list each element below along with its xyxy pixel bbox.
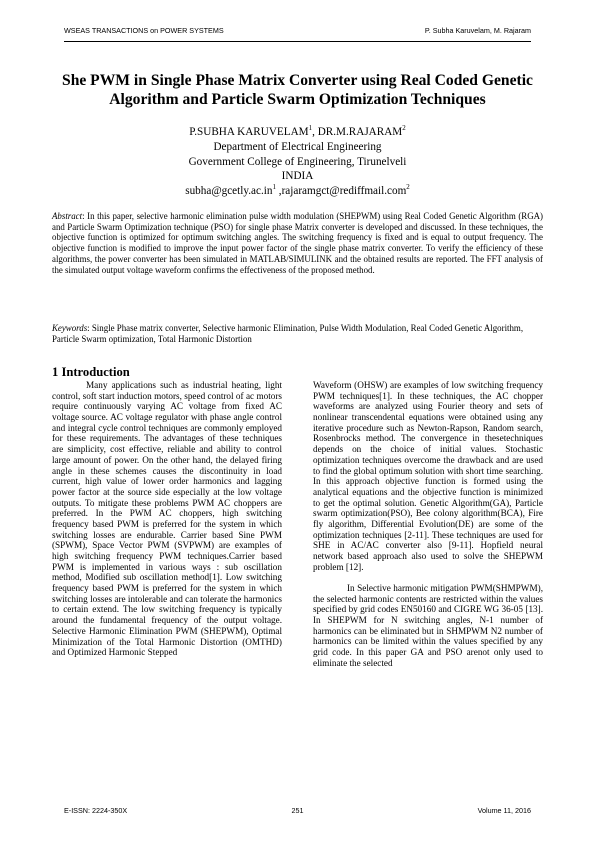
keywords-label: Keywords [52, 323, 88, 333]
title-line-1: She PWM in Single Phase Matrix Converter using Real Coded Genetic [62, 72, 533, 89]
header-authors: P. Subha Karuvelam, M. Rajaram [424, 26, 531, 35]
author-1-sup: 1 [308, 124, 313, 132]
email-2-sup: 2 [406, 183, 410, 192]
author-1: P.SUBHA KARUVELAM [189, 126, 309, 138]
paper-title [40, 72, 555, 109]
emails [40, 184, 555, 199]
right-column [313, 380, 543, 668]
footer-volume: Volume 11, 2016 [477, 806, 531, 815]
college: Government College of Engineering, Tirunelveli [188, 155, 407, 168]
header-rule [64, 41, 531, 42]
country: INDIA [281, 170, 314, 183]
author-2: DR.M.RAJARAM [317, 126, 403, 138]
journal-name: WSEAS TRANSACTIONS on POWER SYSTEMS [64, 26, 224, 35]
author-block [40, 125, 555, 199]
department: Department of Electrical Engineering [213, 140, 382, 153]
abstract-label: Abstract [52, 211, 83, 221]
title-line-2: Algorithm and Particle Swarm Optimization Techniques [109, 90, 486, 108]
keywords-text: : Single Phase matrix converter, Selective harmonic Elimination, Pulse Width Modulation, Real Coded Genetic Algorithm, Particle Swarm optimization, Total Harmonic Distortion [52, 323, 524, 344]
section-heading-introduction: 1 Introduction [52, 365, 130, 379]
author-2-sup: 2 [402, 124, 406, 132]
left-column [52, 380, 282, 658]
intro-paragraph-3: In Selective harmonic mitigation PWM(SHMPWM), the selected harmonic contents are restricted within the values specified by grid codes EN50160 and CIGRE WG 36-05 [13]. In SHEPWM for N switching angles, N-1 number of harmonics can be eliminated but in SHMPWM N2 number of harmonics can be limited within the values specified by any grid code. In this paper GA and PSO arenot only used to eliminate the selected [313, 582, 543, 668]
email-1: subha@gcetly.ac.in [185, 185, 273, 198]
page-number: 251 [291, 806, 304, 815]
author-sep: , [312, 126, 318, 138]
page-footer [64, 806, 531, 818]
email-2: ,rajaramgct@rediffmail.com [275, 185, 407, 198]
running-header [64, 26, 531, 38]
email-1-sup: 1 [272, 183, 276, 192]
abstract-text: : In this paper, selective harmonic elimination pulse width modulation (SHEPWM) using Real Coded Genetic Algorithm (RGA) and Particle Swarm Optimization technique (PSO) for single phase Matrix converter is developed and discussed. In these techniques, the objective function is optimized for optimum switching angles. The switching frequency is fixed and is equal to output frequency. The objective function is modified to improve the input power factor of the single phase matrix converter. To verify the efficiency of these algorithms, the power converter has been simulated in MATLAB/SIMULINK and the obtained results are reported. The FFT analysis of the simulated output voltage waveform confirms the effectiveness of the proposed method. [52, 211, 543, 275]
abstract [52, 211, 543, 275]
intro-paragraph-1: Many applications such as industrial heating, light control, soft start induction motors, speed control of ac motors require continuously varying AC voltage from fixed AC voltage source. AC voltage regulator with phase angle control and integral cycle control techniques are commonly employed for these requirements. The advantages of these techniques are simplicity, cost effective, reliable and ability to control large amount of power. On the other hand, the delayed firing angle in these schemes causes the discontinuity in load current, high value of lower order harmonics and lagging power factor at the source side especially at the low voltage outputs. To mitigate these problems PWM AC choppers are preferred. In the PWM AC choppers, high switching frequency based PWM is preferred for the system in which switching losses are endurable. Carrier based Sine PWM (SPWM), Space Vector PWM (SVPWM) are examples of high switching frequency PWM techniques.Carrier based PWM is implemented in various ways : sub oscillation method, Modified sub oscillation method[1]. Low switching frequency based PWM is preferred for the system in which switching losses are intolerable and can tolerate the harmonics to certain extend. The low switching frequency is typically around the fundamental frequency of the output voltage. Selective Harmonic Elimination PWM (SHEPWM), Optimal Minimization of the Total Harmonic Distortion (OMTHD) and Optimized Harmonic Stepped [52, 380, 282, 658]
author-names [40, 125, 555, 140]
intro-paragraph-2: Waveform (OHSW) are examples of low switching frequency PWM techniques[1]. In these techniques, the AC chopper waveforms are analyzed using Fourier theory and sets of nonlinear transcendental equations were obtained using any iterative procedure such as Newton-Rapson, Random search, Rosenbrocks method. The convergence in thesetechniques depends on the choice of initial values. Stochastic optimization techniques overcome the drawback and are used to find the global optimum solution with short time searching. In this approach objective function is formed using the analytical equations and the objective function is minimized to get the optimal solution. Genetic Algorithm(GA), Particle swarm optimization(PSO), Bee colony algorithm(BCA), Fire fly algorithm, Differential Evolution(DE) are some of the optimization techniques [2-11]. These techniques are used for SHE in AC/AC converter also [9-11]. Hopfield neural network based approach also used to solve the SHEPWM problem [12]. [313, 380, 543, 572]
keywords [52, 323, 543, 344]
footer-issn: E-ISSN: 2224-350X [64, 806, 128, 815]
